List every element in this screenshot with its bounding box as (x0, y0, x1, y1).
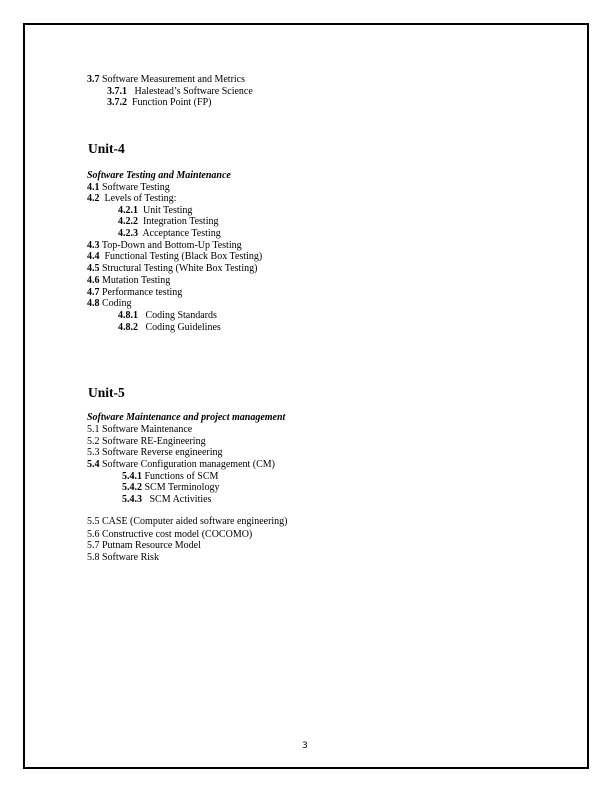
toc-entry-number: 5.8 (87, 552, 100, 563)
toc-entry-title: Coding Guidelines (138, 322, 221, 333)
toc-entry-title: CASE (Computer aided software engineering) (99, 516, 288, 527)
toc-entry-number: 5.3 (87, 447, 100, 458)
toc-entry-title: Coding Standards (138, 310, 217, 321)
toc-entry-number: 5.5 (87, 516, 100, 527)
toc-entry-number: 5.2 (87, 436, 100, 447)
toc-entry-title: Unit Testing (138, 205, 193, 216)
toc-entry (87, 275, 170, 287)
toc-entry-title: Software Reverse engineering (99, 447, 223, 458)
toc-entry (118, 228, 221, 240)
toc-entry (87, 459, 275, 471)
toc-entry-title: Mutation Testing (99, 275, 171, 286)
toc-entry-number: 4.2.1 (118, 205, 138, 216)
toc-entry-number: 5.6 (87, 529, 100, 540)
toc-entry-number: 5.4.2 (122, 482, 142, 493)
page-number: 3 (302, 741, 308, 751)
toc-entry-number: 4.7 (87, 287, 100, 298)
toc-entry-number: 5.4.3 (122, 494, 142, 505)
toc-entry-title: Halestead’s Software Science (127, 86, 253, 97)
toc-entry-title: Software Configuration management (CM) (99, 459, 276, 470)
toc-entry-title: Software Testing (99, 182, 170, 193)
toc-entry (87, 424, 192, 436)
toc-entry-number: 4.5 (87, 263, 100, 274)
toc-entry-title: Integration Testing (138, 216, 219, 227)
toc-entry-title: Software RE-Engineering (99, 436, 206, 447)
toc-entry-title: Levels of Testing: (99, 193, 177, 204)
toc-entry-number: 4.2.3 (118, 228, 138, 239)
toc-entry-number: 3.7.1 (107, 86, 127, 97)
toc-entry (118, 216, 219, 228)
toc-entry-number: 5.1 (87, 424, 100, 435)
toc-entry-title: Acceptance Testing (138, 228, 221, 239)
toc-entry-number: 4.6 (87, 275, 100, 286)
toc-entry-number: 4.8.2 (118, 322, 138, 333)
toc-entry-title: Constructive cost model (COCOMO) (99, 529, 253, 540)
toc-entry-number: 4.8 (87, 298, 100, 309)
toc-entry-title: Software Maintenance (99, 424, 193, 435)
toc-entry-number: 4.2.2 (118, 216, 138, 227)
toc-entry-number: 5.4.1 (122, 471, 142, 482)
toc-entry-number: 4.4 (87, 251, 100, 262)
unit4-heading: Software Testing and Maintenance (87, 170, 231, 181)
toc-entry (87, 552, 159, 564)
toc-entry-number: 4.2 (87, 193, 100, 204)
unit5-heading: Software Maintenance and project management (87, 412, 286, 423)
toc-entry (87, 540, 201, 552)
toc-entry-title: Performance testing (99, 287, 183, 298)
toc-entry-number: 4.3 (87, 240, 100, 251)
unit5-title: Unit-5 (88, 385, 125, 400)
toc-entry-title: Functional Testing (Black Box Testing) (99, 251, 263, 262)
toc-entry-number: 5.7 (87, 540, 100, 551)
toc-entry (118, 322, 221, 334)
toc-entry-title: Coding (99, 298, 132, 309)
toc-entry (107, 97, 211, 109)
toc-entry (87, 251, 262, 263)
toc-entry-number: 3.7 (87, 74, 100, 85)
toc-entry-number: 5.4 (87, 459, 100, 470)
toc-entry-title: Function Point (FP) (127, 97, 212, 108)
toc-entry (122, 494, 211, 506)
toc-entry-title: Putnam Resource Model (99, 540, 201, 551)
toc-entry (87, 516, 288, 528)
toc-entry (87, 447, 223, 459)
toc-entry-title: Top-Down and Bottom-Up Testing (99, 240, 242, 251)
toc-entry (122, 482, 219, 494)
toc-entry (87, 263, 257, 275)
unit4-title: Unit-4 (88, 141, 125, 156)
toc-entry-title: Functions of SCM (142, 471, 219, 482)
toc-entry (87, 74, 245, 86)
toc-entry-number: 3.7.2 (107, 97, 127, 108)
toc-entry-number: 4.1 (87, 182, 100, 193)
toc-entry (118, 310, 217, 322)
toc-entry-title: SCM Terminology (142, 482, 220, 493)
toc-entry-title: Software Measurement and Metrics (99, 74, 246, 85)
toc-entry (87, 193, 176, 205)
toc-entry-title: Software Risk (99, 552, 159, 563)
toc-entry-title: Structural Testing (White Box Testing) (99, 263, 258, 274)
toc-entry-title: SCM Activities (142, 494, 212, 505)
toc-entry-number: 4.8.1 (118, 310, 138, 321)
toc-entry (87, 298, 131, 310)
